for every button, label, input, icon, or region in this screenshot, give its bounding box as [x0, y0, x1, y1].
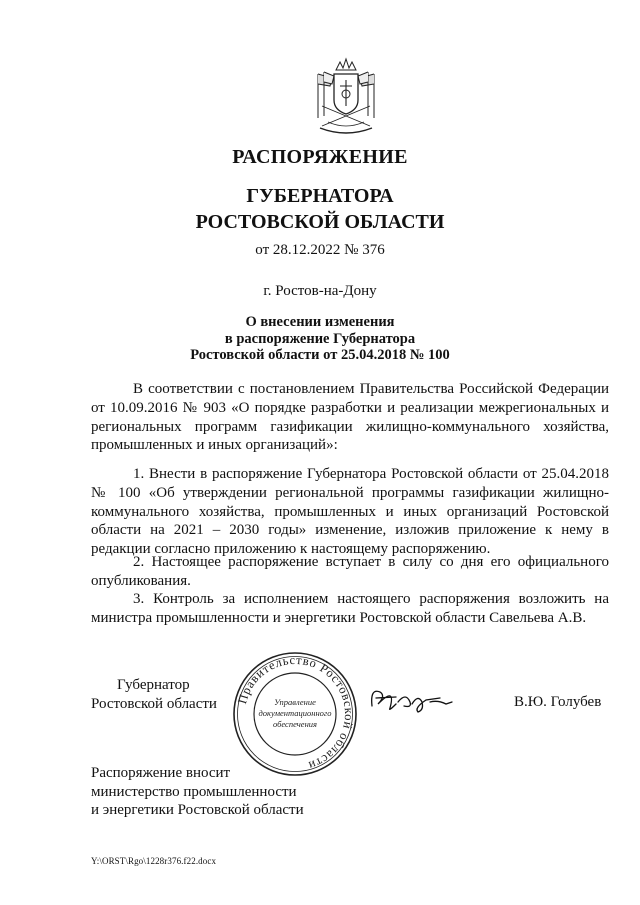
submitter-line-1: Распоряжение вносит: [91, 765, 231, 781]
document-type-title: РАСПОРЯЖЕНИЕ: [232, 146, 408, 168]
signatory-position-line-2: Ростовской области: [91, 695, 217, 712]
issue-city: г. Ростов-на-Дону: [263, 283, 377, 299]
stamp-inner-line-2: документационного: [258, 708, 332, 718]
official-stamp: [231, 650, 359, 778]
subject-line-2: в распоряжение Губернатора: [224, 330, 416, 347]
issuer-line-2: РОСТОВСКОЙ ОБЛАСТИ: [195, 211, 445, 233]
issuer-line-1: ГУБЕРНАТОРА: [246, 185, 394, 207]
submitter-line-2: министерство промышленности: [91, 783, 297, 800]
stamp-outer-text: Правительство Ростовской области: [235, 652, 357, 774]
item-2-paragraph: 2. Настоящее распоряжение вступает в силу со дня его официального опубликования.: [91, 554, 609, 589]
handwritten-signature: [366, 682, 456, 716]
subject-line-1: О внесении изменения: [245, 314, 395, 330]
issuer-title: [0, 183, 640, 235]
signatory-position-line-1: Губернатор: [117, 677, 190, 693]
signatory-position: [91, 676, 231, 713]
coat-of-arms-icon: [310, 56, 382, 138]
submitter-block: [91, 764, 304, 820]
submitter-line-3: и энергетики Ростовской области: [91, 802, 304, 818]
subject-line-3: Ростовской области от 25.04.2018 № 100: [190, 347, 450, 363]
signatory-name: В.Ю. Голубев: [514, 694, 602, 710]
item-1-paragraph: 1. Внести в распоряжение Губернатора Ростовской области от 25.04.2018 № 100 «Об утверждении региональной программы газификации жилищно-коммунального хозяйства, промышленных и иных организаций Ростовской области на 2021 – 2030 годы» изменение, изложив приложение к нему в редакции согласно приложению к настоящему распоряжению.: [91, 466, 609, 558]
document-subject: [0, 314, 640, 364]
stamp-inner-line-1: Управление: [274, 697, 316, 707]
file-path-footer: Y:\ORST\Rgo\1228r376.f22.docx: [91, 856, 217, 866]
stamp-inner-line-3: обеспечения: [272, 719, 318, 729]
date-and-number: от 28.12.2022 № 376: [255, 242, 385, 258]
basis-paragraph: В соответствии с постановлением Правительства Российской Федерации от 10.09.2016 № 903 «О порядке разработки и реализации межрегиональных и региональных программ газификации жилищно-коммунального хозяйства, промышленных и иных организаций»:: [91, 381, 609, 454]
item-3-paragraph: 3. Контроль за исполнением настоящего распоряжения возложить на министра промышленности и энергетики Ростовской области Савельева А.В.: [91, 591, 609, 626]
